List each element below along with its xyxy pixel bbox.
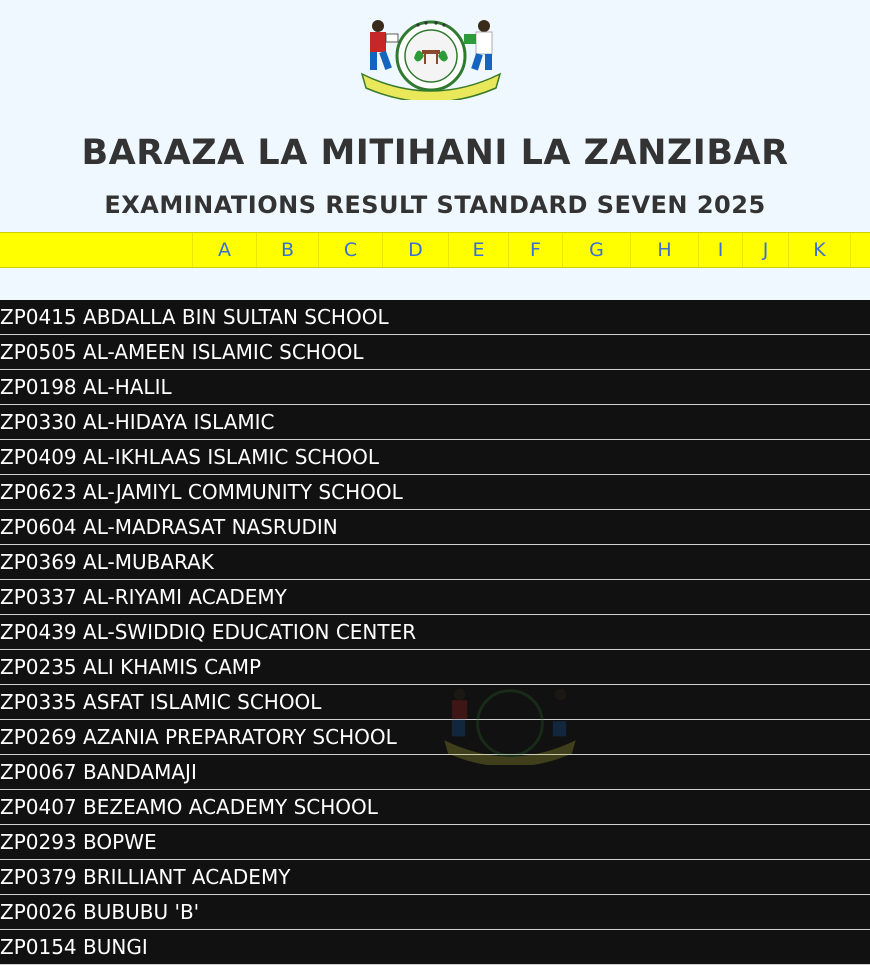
- school-list-item[interactable]: ZP0067 BANDAMAJI: [0, 755, 870, 790]
- alphabet-divider: [850, 233, 851, 267]
- school-list-item[interactable]: ZP0154 BUNGI: [0, 930, 870, 965]
- letter-link-c[interactable]: C: [318, 233, 382, 267]
- school-list-item[interactable]: ZP0623 AL-JAMIYL COMMUNITY SCHOOL: [0, 475, 870, 510]
- school-list: [0, 300, 870, 965]
- letter-link-d[interactable]: D: [382, 233, 448, 267]
- page-subtitle: EXAMINATIONS RESULT STANDARD SEVEN 2025: [104, 191, 766, 219]
- school-list-item[interactable]: ZP0439 AL-SWIDDIQ EDUCATION CENTER: [0, 615, 870, 650]
- letter-link-h[interactable]: H: [630, 233, 698, 267]
- letter-link-b[interactable]: B: [256, 233, 318, 267]
- school-list-item[interactable]: ZP0379 BRILLIANT ACADEMY: [0, 860, 870, 895]
- school-list-item[interactable]: ZP0293 BOPWE: [0, 825, 870, 860]
- page-header: [0, 0, 870, 232]
- school-list-item[interactable]: ZP0409 AL-IKHLAAS ISLAMIC SCHOOL: [0, 440, 870, 475]
- letter-link-g[interactable]: G: [562, 233, 630, 267]
- school-list-item[interactable]: ZP0235 ALI KHAMIS CAMP: [0, 650, 870, 685]
- school-list-item[interactable]: ZP0337 AL-RIYAMI ACADEMY: [0, 580, 870, 615]
- school-list-item[interactable]: ZP0198 AL-HALIL: [0, 370, 870, 405]
- school-list-item[interactable]: ZP0505 AL-AMEEN ISLAMIC SCHOOL: [0, 335, 870, 370]
- school-list-item[interactable]: ZP0335 ASFAT ISLAMIC SCHOOL: [0, 685, 870, 720]
- school-list-item[interactable]: ZP0415 ABDALLA BIN SULTAN SCHOOL: [0, 300, 870, 335]
- letter-link-a[interactable]: A: [192, 233, 256, 267]
- school-list-item[interactable]: ZP0330 AL-HIDAYA ISLAMIC: [0, 405, 870, 440]
- letter-link-f[interactable]: F: [508, 233, 562, 267]
- zanzibar-council-crest-icon: [358, 16, 504, 100]
- letter-link-e[interactable]: E: [448, 233, 508, 267]
- school-list-item[interactable]: ZP0026 BUBUBU 'B': [0, 895, 870, 930]
- school-list-item[interactable]: ZP0604 AL-MADRASAT NASRUDIN: [0, 510, 870, 545]
- alphabet-filter-bar: [0, 232, 870, 268]
- school-list-item[interactable]: ZP0407 BEZEAMO ACADEMY SCHOOL: [0, 790, 870, 825]
- school-list-item[interactable]: ZP0369 AL-MUBARAK: [0, 545, 870, 580]
- letter-link-k[interactable]: K: [788, 233, 850, 267]
- letter-link-i[interactable]: I: [698, 233, 742, 267]
- letter-link-j[interactable]: J: [742, 233, 788, 267]
- page-title: BARAZA LA MITIHANI LA ZANZIBAR: [81, 133, 789, 173]
- school-list-item[interactable]: ZP0269 AZANIA PREPARATORY SCHOOL: [0, 720, 870, 755]
